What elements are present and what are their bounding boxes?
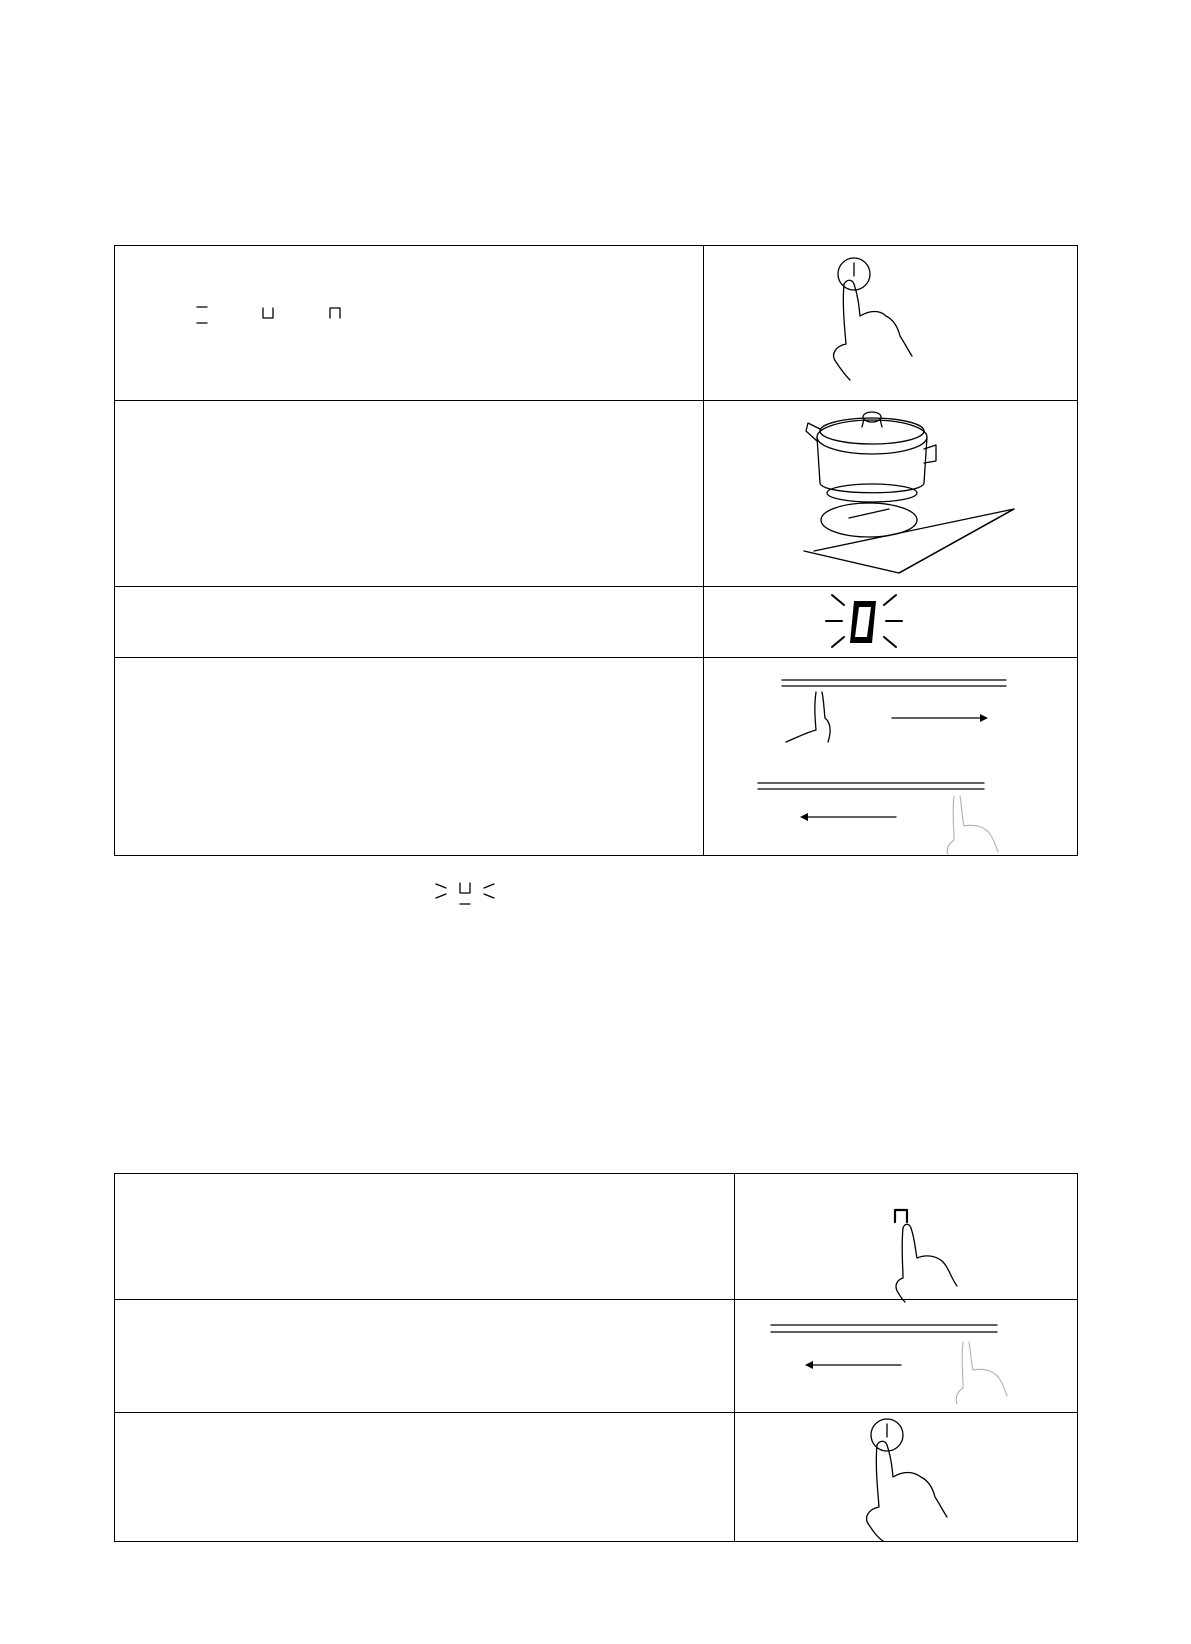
table-row — [115, 1300, 1078, 1413]
boost-key-press-icon — [735, 1174, 1078, 1300]
display-segment-symbols — [115, 246, 704, 401]
step-text-cell — [115, 1300, 735, 1413]
table-row — [115, 1174, 1078, 1300]
flashing-u-symbol-icon — [430, 878, 500, 910]
power-button-press-icon — [735, 1413, 1078, 1542]
step-text-cell — [115, 1174, 735, 1300]
pot-on-cooking-zone-icon — [704, 401, 1078, 587]
step-illustration-cell — [735, 1174, 1078, 1300]
step-text-cell — [115, 246, 704, 401]
low-bar-segment-icon — [197, 307, 207, 323]
step-illustration-cell — [704, 587, 1078, 658]
step-illustration-cell — [704, 246, 1078, 401]
table-row — [115, 1413, 1078, 1542]
flashing-zero-display-icon — [704, 587, 1078, 658]
power-button-press-icon — [704, 246, 1078, 401]
step-text-cell — [115, 658, 704, 856]
instruction-table-1 — [114, 245, 1078, 856]
instruction-table-2 — [114, 1173, 1078, 1542]
table-row — [115, 246, 1078, 401]
slide-left-right-icon — [704, 658, 1078, 856]
step-illustration-cell — [735, 1300, 1078, 1413]
table-row — [115, 401, 1078, 587]
slide-left-icon — [735, 1300, 1078, 1413]
step-text-cell — [115, 1413, 735, 1542]
table-row — [115, 658, 1078, 856]
u-segment-icon — [263, 308, 273, 318]
n-segment-icon — [330, 308, 340, 318]
step-text-cell — [115, 401, 704, 587]
step-illustration-cell — [704, 658, 1078, 856]
step-illustration-cell — [735, 1413, 1078, 1542]
step-illustration-cell — [704, 401, 1078, 587]
table-row — [115, 587, 1078, 658]
step-text-cell — [115, 587, 704, 658]
